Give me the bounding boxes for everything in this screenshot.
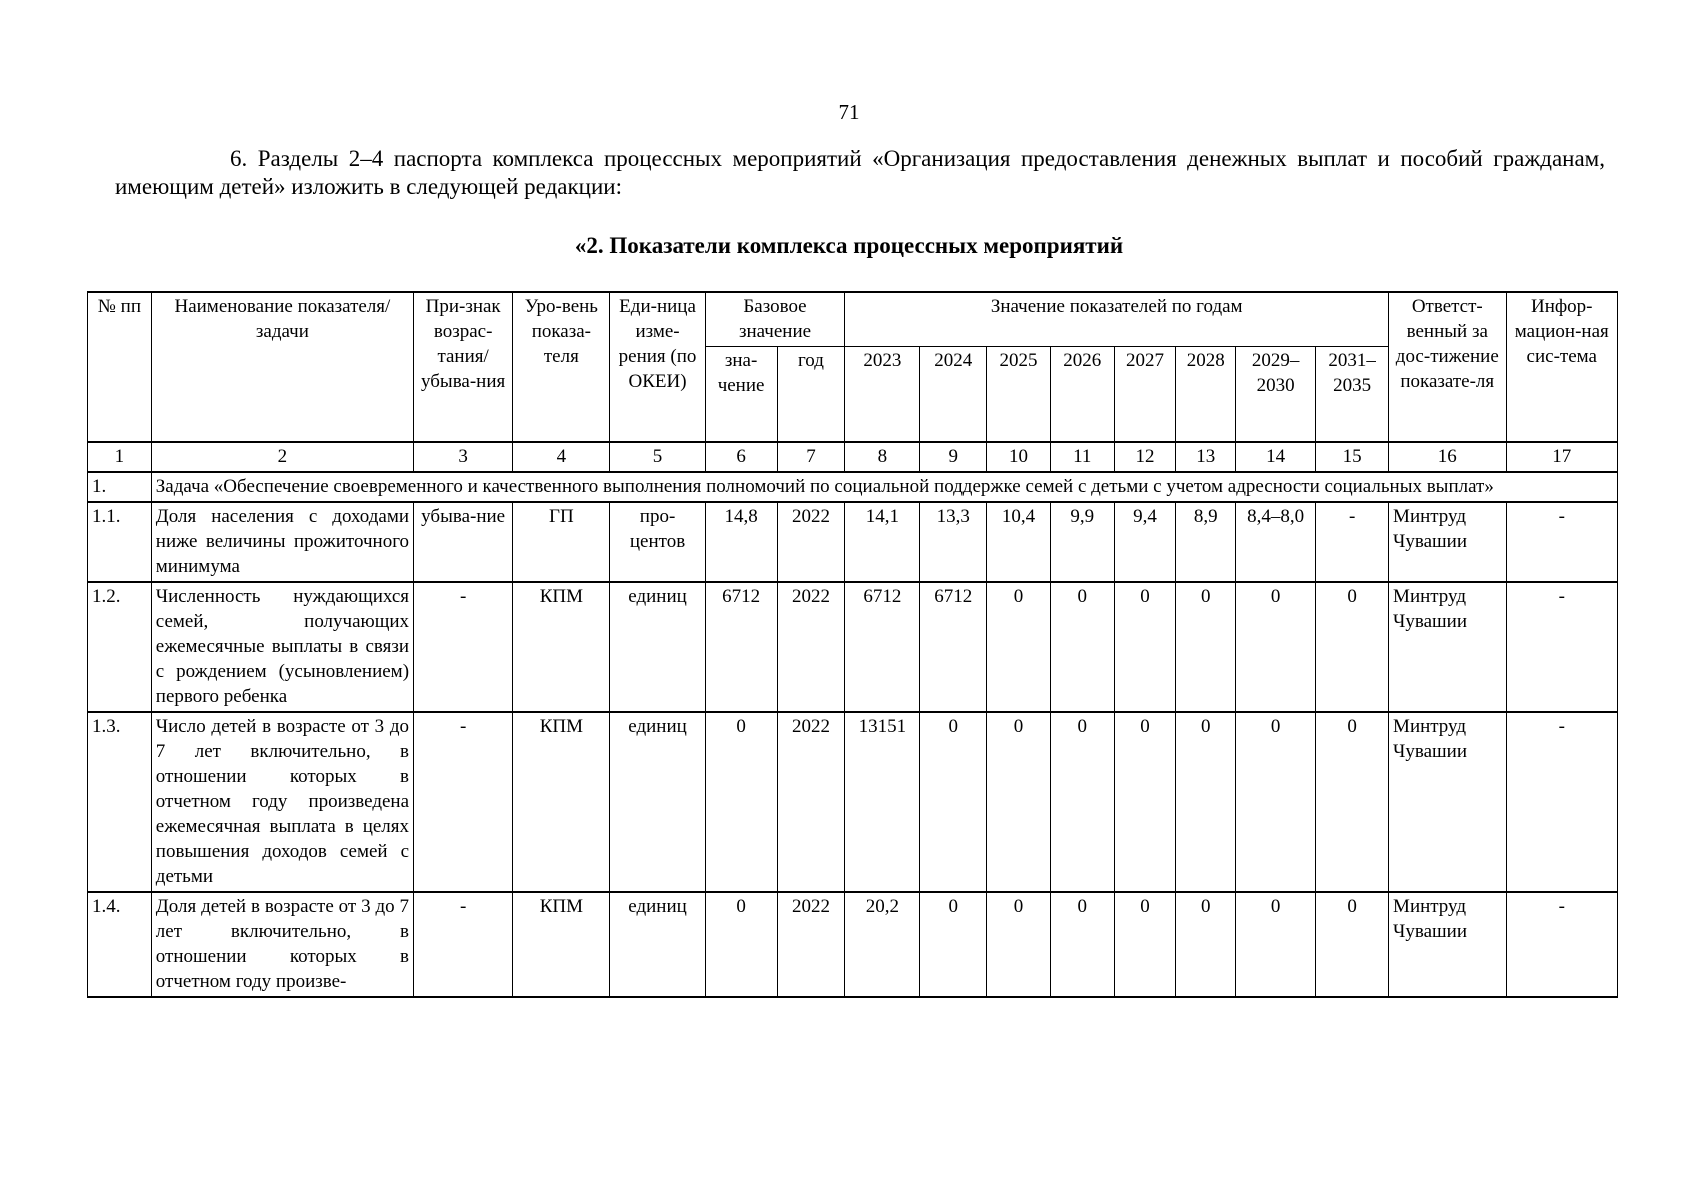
- year-value: 0: [1050, 892, 1114, 997]
- year-value: 0: [1050, 582, 1114, 712]
- base-year: 2022: [777, 582, 845, 712]
- header-base-year: год: [777, 347, 845, 442]
- column-number: 3: [414, 442, 513, 472]
- section-title: «2. Показатели комплекса процессных мероприятий: [574, 233, 1124, 258]
- column-number: 8: [845, 442, 920, 472]
- indicator-level: КПМ: [513, 712, 610, 892]
- header-info-system: Инфор-мацион-ная сис-тема: [1506, 292, 1618, 442]
- responsible: Минтруд Чувашии: [1389, 892, 1506, 997]
- year-value: -: [1316, 502, 1389, 582]
- header-unit: Еди-ница изме-рения (по ОКЕИ): [610, 292, 705, 442]
- column-number: 4: [513, 442, 610, 472]
- year-value: 0: [920, 712, 987, 892]
- base-value: 14,8: [705, 502, 777, 582]
- indicator-name: Доля населения с доходами ниже величины прожиточного минимума: [151, 502, 413, 582]
- header-level: Уро-вень показа-теля: [513, 292, 610, 442]
- header-year: 2025: [987, 347, 1051, 442]
- column-number: 13: [1176, 442, 1236, 472]
- base-value: 0: [705, 892, 777, 997]
- indicator-unit: единиц: [610, 582, 705, 712]
- year-value: 0: [1114, 712, 1176, 892]
- indicator-level: КПМ: [513, 582, 610, 712]
- header-name: Наименование показателя/задачи: [151, 292, 413, 442]
- year-value: 0: [987, 892, 1051, 997]
- table-row: [88, 502, 1618, 582]
- indicator-name: Численность нуждающихся семей, получающих ежемесячные выплаты в связи с рождением (усыновлением) первого ребенка: [151, 582, 413, 712]
- year-value: 0: [1316, 892, 1389, 997]
- year-value: 0: [1114, 892, 1176, 997]
- year-value: 6712: [845, 582, 920, 712]
- header-base: Базовое значение: [705, 292, 845, 347]
- info-system: -: [1506, 502, 1618, 582]
- row-number: 1.2.: [88, 582, 152, 712]
- header-year: 2023: [845, 347, 920, 442]
- column-number: 10: [987, 442, 1051, 472]
- header-year: 2029–2030: [1236, 347, 1316, 442]
- info-system: -: [1506, 712, 1618, 892]
- header-sign: При-знак возрас-тания/ убыва-ния: [414, 292, 513, 442]
- indicator-sign: убыва-ние: [414, 502, 513, 582]
- year-value: 6712: [920, 582, 987, 712]
- page-number: 71: [838, 100, 860, 124]
- year-value: 0: [1176, 892, 1236, 997]
- header-year: 2026: [1050, 347, 1114, 442]
- column-number: 12: [1114, 442, 1176, 472]
- base-year: 2022: [777, 712, 845, 892]
- indicator-unit: про-центов: [610, 502, 705, 582]
- year-value: 0: [1236, 712, 1316, 892]
- year-value: 10,4: [987, 502, 1051, 582]
- base-year: 2022: [777, 892, 845, 997]
- year-value: 13151: [845, 712, 920, 892]
- column-number-row: [88, 442, 1618, 472]
- year-value: 0: [1176, 712, 1236, 892]
- year-value: 13,3: [920, 502, 987, 582]
- header-year: 2024: [920, 347, 987, 442]
- indicators-table: [87, 291, 1618, 998]
- indicator-sign: -: [414, 712, 513, 892]
- year-value: 9,4: [1114, 502, 1176, 582]
- header-num: № пп: [88, 292, 152, 442]
- task-text: Задача «Обеспечение своевременного и качественного выполнения полномочий по социальной поддержке семей с детьми с учетом адресности социальных выплат»: [151, 472, 1617, 502]
- header-year: 2031–2035: [1316, 347, 1389, 442]
- responsible: Минтруд Чувашии: [1389, 502, 1506, 582]
- column-number: 9: [920, 442, 987, 472]
- column-number: 6: [705, 442, 777, 472]
- column-number: 14: [1236, 442, 1316, 472]
- indicator-unit: единиц: [610, 712, 705, 892]
- year-value: 8,4–8,0: [1236, 502, 1316, 582]
- year-value: 0: [1114, 582, 1176, 712]
- year-value: 0: [1236, 892, 1316, 997]
- indicator-name: Доля детей в возрасте от 3 до 7 лет включительно, в отношении которых в отчетном году произве-: [151, 892, 413, 997]
- intro-paragraph: 6. Разделы 2–4 паспорта комплекса процессных мероприятий «Организация предоставления денежных выплат и пособий гражданам, имеющим детей» изложить в следующей редакции:: [115, 146, 1605, 199]
- year-value: 0: [1316, 582, 1389, 712]
- indicator-sign: -: [414, 892, 513, 997]
- year-value: 0: [1316, 712, 1389, 892]
- row-number: 1.3.: [88, 712, 152, 892]
- year-value: 8,9: [1176, 502, 1236, 582]
- column-number: 5: [610, 442, 705, 472]
- column-number: 15: [1316, 442, 1389, 472]
- year-value: 0: [1236, 582, 1316, 712]
- indicator-level: ГП: [513, 502, 610, 582]
- column-number: 11: [1050, 442, 1114, 472]
- year-value: 0: [1050, 712, 1114, 892]
- header-years-group: Значение показателей по годам: [845, 292, 1389, 347]
- header-base-value: зна-чение: [705, 347, 777, 442]
- year-value: 0: [987, 712, 1051, 892]
- row-number: 1.4.: [88, 892, 152, 997]
- year-value: 9,9: [1050, 502, 1114, 582]
- column-number: 2: [151, 442, 413, 472]
- responsible: Минтруд Чувашии: [1389, 712, 1506, 892]
- header-year: 2027: [1114, 347, 1176, 442]
- column-number: 17: [1506, 442, 1618, 472]
- task-number: 1.: [88, 472, 152, 502]
- header-responsible: Ответст-венный за дос-тижение показате-ля: [1389, 292, 1506, 442]
- column-number: 16: [1389, 442, 1506, 472]
- indicator-name: Число детей в возрасте от 3 до 7 лет включительно, в отношении которых в отчетном году произведена ежемесячная выплата в целях повышения доходов семей с детьми: [151, 712, 413, 892]
- indicator-unit: единиц: [610, 892, 705, 997]
- indicator-level: КПМ: [513, 892, 610, 997]
- info-system: -: [1506, 892, 1618, 997]
- responsible: Минтруд Чувашии: [1389, 582, 1506, 712]
- table-row: [88, 582, 1618, 712]
- year-value: 0: [987, 582, 1051, 712]
- info-system: -: [1506, 582, 1618, 712]
- base-year: 2022: [777, 502, 845, 582]
- year-value: 0: [920, 892, 987, 997]
- column-number: 7: [777, 442, 845, 472]
- base-value: 0: [705, 712, 777, 892]
- task-row: [88, 472, 1618, 502]
- year-value: 20,2: [845, 892, 920, 997]
- year-value: 0: [1176, 582, 1236, 712]
- column-number: 1: [88, 442, 152, 472]
- year-value: 14,1: [845, 502, 920, 582]
- table-row: [88, 892, 1618, 997]
- base-value: 6712: [705, 582, 777, 712]
- header-year: 2028: [1176, 347, 1236, 442]
- row-number: 1.1.: [88, 502, 152, 582]
- indicator-sign: -: [414, 582, 513, 712]
- table-row: [88, 712, 1618, 892]
